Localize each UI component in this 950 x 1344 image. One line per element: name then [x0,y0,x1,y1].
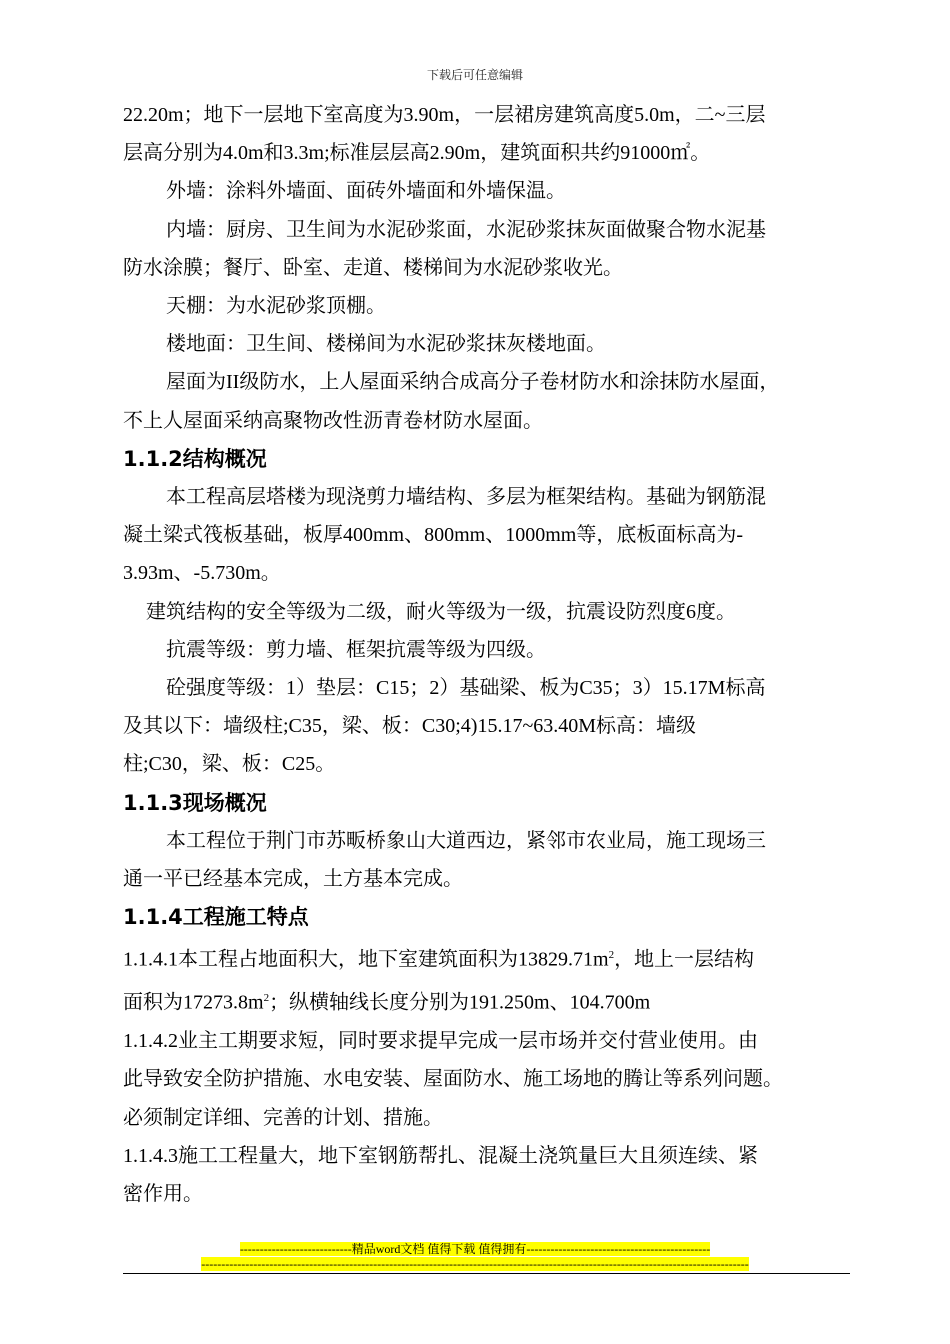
footer-dashes-text: ----------------------------------------------------------------------------------------------------------------------------------------- [201,1257,749,1271]
paragraph-line: 必须制定详细、完善的计划、措施。 [123,1106,443,1129]
text-run: ，地上一层结构 [614,949,755,972]
paragraph-line: 3.93m、-5.730m。 [123,562,281,585]
paragraph-line: 本工程位于荆门市苏畈桥象山大道西边，紧邻市农业局，施工现场三 [166,829,766,852]
paragraph-line: 防水涂膜；餐厅、卧室、走道、楼梯间为水泥砂浆收光。 [123,256,623,279]
section-heading-structure: 1.1.2结构概况 [123,446,267,471]
footer-rule [123,1273,850,1274]
paragraph-line: 凝土梁式筏板基础，板厚400mm、800mm、1000mm等，底板面标高为- [123,524,743,547]
paragraph-seismic-grade: 抗震等级：剪力墙、框架抗震等级为四级。 [166,638,546,661]
paragraph-line: 1.1.4.2业主工期要求短，同时要求提早完成一层市场并交付营业使用。由 [123,1030,758,1053]
paragraph-line: 密作用。 [123,1183,203,1205]
paragraph-exterior-wall: 外墙：涂料外墙面、面砖外墙面和外墙保温。 [166,180,566,203]
page-header-note: 下载后可任意编辑 [426,68,523,82]
footer-dashes [0,1257,950,1271]
paragraph-line: 此导致安全防护措施、水电安装、屋面防水、施工场地的腾让等系列问题。 [123,1068,783,1091]
paragraph-line: 层高分别为4.0m和3.3m;标准层层高2.90m，建筑面积共约91000㎡。 [123,142,711,165]
paragraph-line: 柱;C30，梁、板：C25。 [123,753,336,776]
paragraph-ceiling: 天棚：为水泥砂浆顶棚。 [166,295,386,318]
text-run: ；纵横轴线长度分别为191.250m、104.700m [269,991,651,1014]
paragraph-line: 本工程高层塔楼为现浇剪力墙结构、多层为框架结构。基础为钢筋混 [166,486,766,509]
paragraph-line [123,936,863,979]
footer-banner [0,1242,950,1256]
footer-banner-text: ----------------------------精品word文档 值得下载 值得拥有---------------------------------------------- [239,1242,711,1256]
paragraph-safety-grade: 建筑结构的安全等级为二级，耐火等级为一级，抗震设防烈度6度。 [146,600,736,623]
superscript: 2 [263,992,270,1005]
paragraph-floor: 楼地面：卫生间、楼梯间为水泥砂浆抹灰楼地面。 [166,333,606,356]
document-body [123,96,863,1213]
text-run: 1.1.4.1本工程占地面积大，地下室建筑面积为13829.71m [123,949,609,972]
paragraph-line: 22.20m；地下一层地下室高度为3.90m，一层裙房建筑高度5.0m，二~三层 [123,104,766,126]
paragraph-line: 及其以下：墙级柱;C35，梁、板：C30;4)15.17~63.40M标高：墙级 [123,715,697,738]
section-heading-features: 1.1.4工程施工特点 [123,905,309,930]
paragraph-line: 砼强度等级：1）垫层：C15；2）基础梁、板为C35；3）15.17M标高 [166,677,766,700]
paragraph-line: 不上人屋面采纳高聚物改性沥青卷材防水屋面。 [123,409,543,432]
superscript: 2 [608,949,615,962]
paragraph-line: 屋面为II级防水，上人屋面采纳合成高分子卷材防水和涂抹防水屋面， [166,371,780,394]
paragraph-line: 1.1.4.3施工工程量大，地下室钢筋帮扎、混凝土浇筑量巨大且须连续、紧 [123,1144,758,1167]
section-heading-site: 1.1.3现场概况 [123,790,267,815]
text-run: 面积为17273.8m [123,991,264,1014]
paragraph-line: 内墙：厨房、卫生间为水泥砂浆面，水泥砂浆抹灰面做聚合物水泥基 [166,218,766,241]
paragraph-line [123,979,863,1022]
paragraph-line: 通一平已经基本完成，土方基本完成。 [123,868,463,891]
